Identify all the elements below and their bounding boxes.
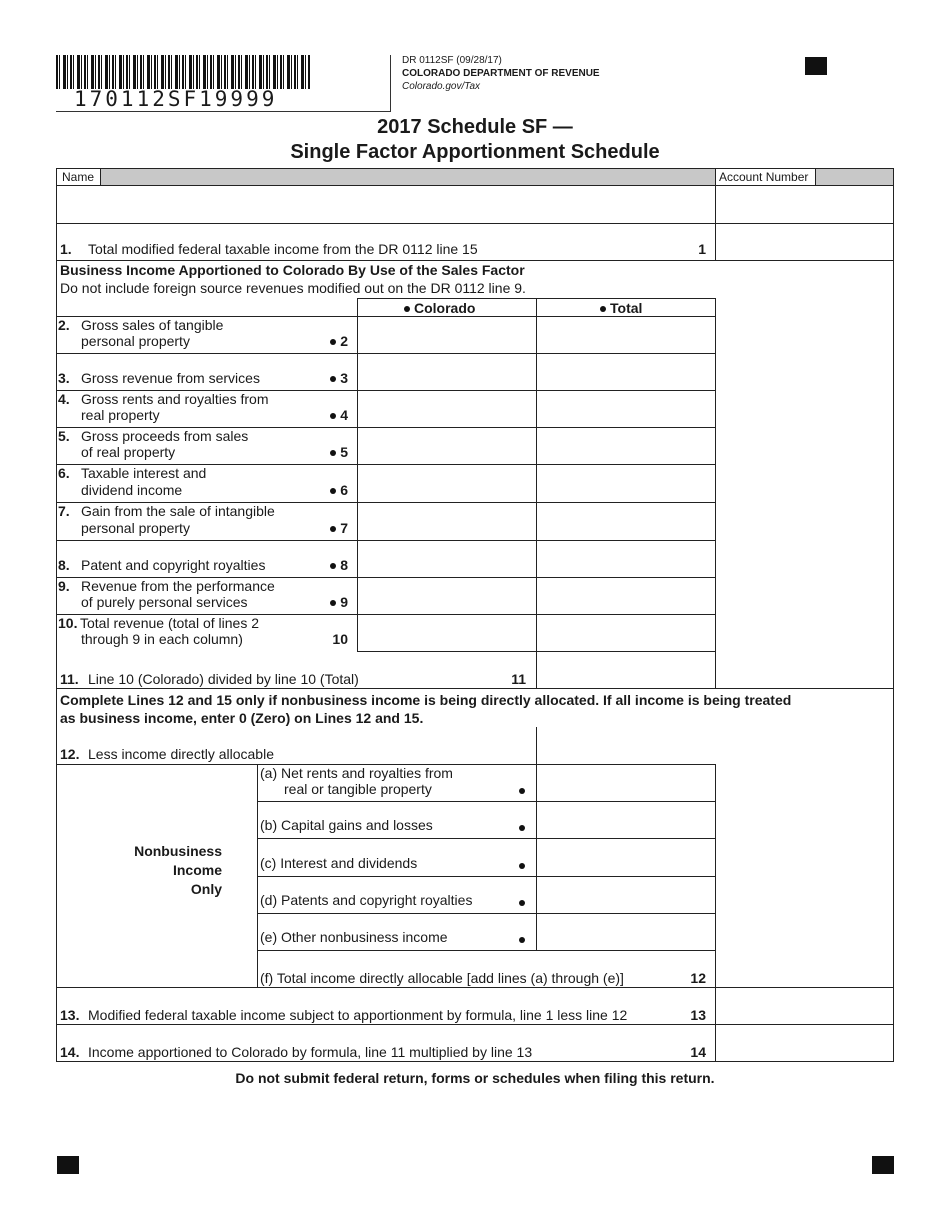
nonbusiness-item-text: real or tangible property <box>284 781 432 797</box>
table-border-right <box>893 168 894 1061</box>
sales-line-number: 4. <box>58 391 70 407</box>
required-bullet-icon <box>330 563 336 569</box>
nonbusiness-item-text: (e) Other nonbusiness income <box>260 929 448 945</box>
sales-line-number: 5. <box>58 428 70 444</box>
sales-line-ref <box>318 520 348 536</box>
registration-mark <box>872 1156 894 1174</box>
sales-line-text: through 9 in each column) <box>81 631 243 647</box>
line-12-number: 12. <box>60 746 80 762</box>
sales-line-ref-number: 4 <box>340 407 348 423</box>
sales-line-ref <box>318 407 348 423</box>
nonbusiness-amount-field[interactable] <box>537 802 714 838</box>
required-bullet-icon <box>330 376 336 382</box>
sales-line-text: personal property <box>81 520 190 536</box>
line-1-ref: 1 <box>698 241 706 257</box>
required-bullet-icon <box>330 600 336 606</box>
total-amount-field[interactable] <box>537 354 714 390</box>
required-bullet-icon <box>600 306 606 312</box>
sales-line-text: real property <box>81 407 160 423</box>
account-label-bar <box>815 169 893 185</box>
department-name: COLORADO DEPARTMENT OF REVENUE <box>402 68 600 79</box>
required-bullet-icon <box>519 863 525 869</box>
sales-line-number: 7. <box>58 503 70 519</box>
sales-line-number: 6. <box>58 465 70 481</box>
row-divider <box>56 688 894 689</box>
line-11-field[interactable] <box>537 652 714 688</box>
required-bullet-icon <box>330 450 336 456</box>
nonbusiness-side-label-1: Nonbusiness <box>134 843 222 859</box>
form-title: 2017 Schedule SF — <box>377 116 573 138</box>
column-total-header: Total <box>600 300 642 316</box>
sales-line-ref-number: 3 <box>340 370 348 386</box>
required-bullet-icon <box>330 339 336 345</box>
form-id: DR 0112SF (09/28/17) <box>402 55 502 66</box>
sales-line-ref-number: 6 <box>340 482 348 498</box>
label-divider <box>100 169 101 185</box>
sales-line-number: 3. <box>58 370 70 386</box>
sales-line-ref-number: 7 <box>340 520 348 536</box>
nonbusiness-item-text: (d) Patents and copyright royalties <box>260 892 473 908</box>
spacer <box>56 651 358 652</box>
required-bullet-icon <box>330 488 336 494</box>
line-14-field[interactable] <box>716 1025 892 1060</box>
sales-line-number: 2. <box>58 317 70 333</box>
barcode-number: 170112SF19999 <box>74 87 278 111</box>
required-bullet-icon <box>519 937 525 943</box>
barcode <box>56 55 310 89</box>
required-bullet-icon <box>519 825 525 831</box>
sales-line-ref-number: 2 <box>340 333 348 349</box>
colorado-amount-field[interactable] <box>358 503 535 540</box>
sales-line-text: Revenue from the performance <box>81 578 275 594</box>
sales-line-ref-number: 5 <box>340 444 348 460</box>
sales-line-text: dividend income <box>81 482 183 498</box>
nonbusiness-item-text: (a) Net rents and royalties from <box>260 765 453 781</box>
total-amount-field[interactable] <box>537 615 714 651</box>
total-amount-field[interactable] <box>537 428 714 464</box>
sales-line-text: Gross sales of tangible <box>81 317 224 333</box>
required-bullet-icon <box>330 413 336 419</box>
grid-divider-right <box>715 298 716 689</box>
line-14-number: 14. <box>60 1044 80 1060</box>
sales-line-ref <box>318 370 348 386</box>
sales-line-text: Gross revenue from services <box>81 370 260 386</box>
business-section-heading: Business Income Apportioned to Colorado By Use of the Sales Factor <box>60 262 525 278</box>
sales-line-number: 10. <box>58 615 78 631</box>
row-divider <box>257 950 716 951</box>
footer-note: Do not submit federal return, forms or schedules when filing this return. <box>235 1070 715 1086</box>
required-bullet-icon <box>519 788 525 794</box>
required-bullet-icon <box>404 306 410 312</box>
line-1-field[interactable] <box>716 224 892 260</box>
column-divider <box>536 764 537 950</box>
line-14-text: Income apportioned to Colorado by formula, line 11 multiplied by line 13 <box>88 1044 533 1060</box>
name-label: Name <box>62 170 95 184</box>
row-divider <box>357 651 537 652</box>
colorado-amount-field[interactable] <box>358 354 535 390</box>
column-colorado-header: Colorado <box>404 300 475 316</box>
line-12f-text: (f) Total income directly allocable [add lines (a) through (e)] <box>260 970 624 986</box>
sales-line-ref-number: 10 <box>332 631 348 647</box>
sales-line-ref-number: 9 <box>340 594 348 610</box>
column-divider <box>536 727 537 764</box>
row-divider <box>257 764 716 765</box>
colorado-amount-field[interactable] <box>358 615 535 651</box>
nonbusiness-amount-field[interactable] <box>537 839 714 876</box>
registration-mark <box>57 1156 79 1174</box>
colorado-amount-field[interactable] <box>358 428 535 464</box>
sales-line-text: of real property <box>81 444 176 460</box>
colorado-amount-field[interactable] <box>358 465 535 502</box>
nonbusiness-item-text: (b) Capital gains and losses <box>260 817 433 833</box>
business-section-note: Do not include foreign source revenues modified out on the DR 0112 line 9. <box>60 280 526 296</box>
header-divider <box>390 55 391 112</box>
account-number-label: Account Number <box>719 170 809 184</box>
nonbusiness-amount-field[interactable] <box>537 877 714 913</box>
name-field[interactable] <box>57 186 714 223</box>
required-bullet-icon <box>330 526 336 532</box>
sales-line-ref <box>318 482 348 498</box>
sales-line-ref <box>318 444 348 460</box>
nonbusiness-amount-field[interactable] <box>537 765 714 801</box>
line-11-number: 11. <box>60 671 79 687</box>
colorado-amount-field[interactable] <box>358 391 535 427</box>
line-12-field[interactable] <box>716 951 892 987</box>
registration-mark <box>805 57 827 75</box>
sales-line-text: Gross rents and royalties from <box>81 391 269 407</box>
total-amount-field[interactable] <box>537 465 714 502</box>
sales-line-text: Total revenue (total of lines 2 <box>80 615 259 631</box>
sales-line-ref-number: 8 <box>340 557 348 573</box>
nonbusiness-note-1: Complete Lines 12 and 15 only if nonbusiness income is being directly allocated. If all income is being treated <box>60 692 792 708</box>
sales-line-ref <box>318 557 348 573</box>
line-13-number: 13. <box>60 1007 80 1023</box>
nonbusiness-side-label-3: Only <box>190 881 222 897</box>
colorado-amount-field[interactable] <box>358 541 535 577</box>
sales-line-text: Gross proceeds from sales <box>81 428 249 444</box>
name-label-bar <box>100 169 715 185</box>
line-1-text: Total modified federal taxable income from the DR 0112 line 15 <box>88 241 478 257</box>
total-amount-field[interactable] <box>537 503 714 540</box>
sales-line-ref <box>318 594 348 610</box>
line-11-ref: 11 <box>511 671 526 687</box>
total-amount-field[interactable] <box>537 578 714 614</box>
header-underline <box>56 111 391 112</box>
line-13-field[interactable] <box>716 988 892 1024</box>
table-border-bottom <box>56 1061 894 1062</box>
line-12-text: Less income directly allocable <box>88 746 274 762</box>
label-divider <box>815 169 816 185</box>
total-amount-field[interactable] <box>537 317 714 353</box>
sales-line-text: Gain from the sale of intangible <box>81 503 275 519</box>
sales-line-text: Taxable interest and <box>81 465 207 481</box>
nonbusiness-item-text: (c) Interest and dividends <box>260 855 418 871</box>
total-amount-field[interactable] <box>537 541 714 577</box>
sales-line-number: 9. <box>58 578 70 594</box>
nonbusiness-amount-field[interactable] <box>537 914 714 950</box>
account-number-field[interactable] <box>716 186 892 223</box>
nonbusiness-side-label-2: Income <box>172 862 222 878</box>
sales-line-text: of purely personal services <box>81 594 248 610</box>
website: Colorado.gov/Tax <box>402 81 481 92</box>
nonbusiness-note-2: as business income, enter 0 (Zero) on Lines 12 and 15. <box>60 710 424 726</box>
sales-line-text: personal property <box>81 333 190 349</box>
colorado-amount-field[interactable] <box>358 578 535 614</box>
line-14-ref: 14 <box>690 1044 706 1060</box>
line-12-ref: 12 <box>690 970 706 986</box>
row-divider <box>56 260 894 261</box>
sales-line-text: Patent and copyright royalties <box>81 557 266 573</box>
form-subtitle: Single Factor Apportionment Schedule <box>290 141 660 163</box>
colorado-amount-field[interactable] <box>358 317 535 353</box>
line-11-text: Line 10 (Colorado) divided by line 10 (Total) <box>88 671 359 687</box>
sales-line-number: 8. <box>58 557 70 573</box>
line-13-text: Modified federal taxable income subject to apportionment by formula, line 1 less line 12 <box>88 1007 628 1023</box>
required-bullet-icon <box>519 900 525 906</box>
spacer <box>56 727 537 728</box>
total-amount-field[interactable] <box>537 391 714 427</box>
sales-line-ref <box>318 333 348 349</box>
line-1-number: 1. <box>60 241 72 257</box>
line-13-ref: 13 <box>690 1007 706 1023</box>
sales-line-ref <box>318 631 348 647</box>
